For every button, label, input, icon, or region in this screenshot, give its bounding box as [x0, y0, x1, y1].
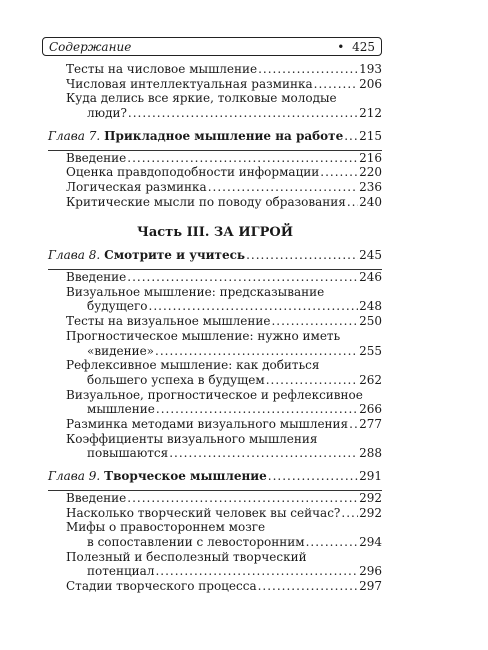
chapter-label: Глава 9.	[48, 469, 101, 484]
dot-leader	[258, 579, 358, 594]
table-of-contents	[48, 62, 382, 594]
chapter-page-number: 245	[359, 248, 382, 263]
dot-leader	[128, 106, 358, 121]
dot-leader	[208, 180, 358, 195]
toc-entry-title-line: Введение	[66, 150, 127, 165]
toc-top-entries	[48, 62, 382, 121]
dot-leader	[258, 62, 358, 77]
dot-leader	[156, 402, 358, 417]
toc-entry-page-number: 193	[359, 62, 382, 76]
chapter-9-entries	[48, 491, 382, 594]
toc-entry-title-line: повышаются	[87, 446, 169, 461]
toc-entry-page-number: 236	[359, 179, 382, 194]
toc-entry	[48, 91, 382, 120]
toc-entry	[48, 195, 382, 210]
part-title: Часть III. ЗА ИГРОЙ	[136, 225, 294, 241]
header-page-number-group	[337, 40, 375, 54]
toc-entry-page-number: 292	[359, 490, 382, 505]
header-page-number: 425	[352, 39, 375, 54]
toc-entry-page-number: 240	[359, 194, 382, 209]
toc-entry	[48, 62, 382, 77]
dot-leader	[268, 469, 358, 484]
toc-entry-page-number: 262	[359, 372, 382, 387]
toc-entry	[48, 550, 382, 579]
dot-leader	[149, 299, 359, 314]
toc-entry	[48, 491, 382, 506]
dot-leader	[314, 77, 358, 92]
toc-entry	[48, 358, 382, 387]
toc-entry-page-number: 266	[359, 402, 382, 417]
dot-leader	[341, 506, 358, 521]
dot-leader	[266, 373, 358, 388]
toc-entry	[48, 77, 382, 92]
toc-entry-title-line: в сопоставлении с левосторонним	[87, 534, 305, 549]
toc-entry-title-line: Полезный и бесполезный творческий	[66, 549, 307, 564]
toc-entry-page-number: 255	[359, 343, 382, 358]
toc-entry	[48, 579, 382, 594]
toc-entry-title-line: Тесты на визуальное мышление	[66, 314, 271, 329]
chapter-title: Прикладное мышление на работе	[104, 128, 344, 143]
toc-entry-title-line: Введение	[66, 490, 127, 505]
chapter-title: Творческое мышление	[104, 469, 267, 484]
toc-entry-title-line: Введение	[66, 270, 127, 285]
toc-entry-title-line: Насколько творческий человек вы сейчас?	[66, 505, 341, 520]
toc-entry-title-line: Стадии творческого процесса	[66, 579, 257, 594]
dot-leader	[320, 165, 358, 180]
toc-entry-page-number: 246	[359, 270, 382, 285]
toc-entry-title-line: Куда делись все яркие, толковые молодые	[66, 91, 337, 106]
toc-entry	[48, 270, 382, 285]
toc-entry	[48, 151, 382, 166]
dot-leader	[169, 446, 358, 461]
toc-entry-title-line: мышление	[87, 402, 155, 417]
toc-entry-page-number: 294	[359, 534, 382, 549]
toc-entry-page-number: 250	[359, 314, 382, 329]
dot-leader	[127, 151, 358, 166]
toc-entry-title-line: Коэффициенты визуального мышления	[66, 431, 318, 446]
chapter-7-heading	[48, 129, 382, 144]
toc-entry-title-line: Числовая интеллектуальная разминка	[66, 76, 313, 91]
dot-leader	[246, 248, 358, 263]
dot-leader	[344, 129, 358, 144]
toc-entry-page-number: 206	[359, 76, 382, 91]
dot-leader	[349, 417, 358, 432]
toc-entry	[48, 314, 382, 329]
toc-entry	[48, 329, 382, 358]
toc-entry-page-number: 216	[359, 150, 382, 165]
toc-entry-title-line: будущего	[87, 299, 148, 314]
dot-leader	[306, 535, 358, 550]
chapter-page-number: 291	[359, 469, 382, 484]
toc-entry-page-number: 292	[359, 505, 382, 520]
toc-entry-title-line: Разминка методами визуального мышления	[66, 417, 349, 432]
toc-entry-title-line: Оценка правдоподобности информации	[66, 165, 320, 180]
toc-entry	[48, 285, 382, 314]
toc-entry-title-line: Мифы о правостороннем мозге	[66, 520, 266, 535]
header-bullet: •	[337, 39, 345, 54]
toc-entry	[48, 506, 382, 521]
toc-entry-title-line: Рефлексивное мышление: как добиться	[66, 358, 320, 373]
header-section-title: Содержание	[49, 39, 132, 54]
chapter-label: Глава 8.	[48, 248, 101, 263]
toc-entry-title-line: Логическая разминка	[66, 179, 207, 194]
chapter-page-number: 215	[359, 128, 382, 143]
toc-entry-title-line: Критические мысли по поводу образования	[66, 194, 346, 209]
toc-entry-title-line: Визуальное, прогностическое и рефлексивное	[66, 387, 363, 402]
dot-leader	[271, 314, 358, 329]
toc-entry-title-line: большего успеха в будущем	[87, 372, 265, 387]
toc-entry	[48, 417, 382, 432]
toc-entry-page-number: 220	[359, 165, 382, 180]
dot-leader	[127, 270, 358, 285]
toc-entry-title-line: Визуальное мышление: предсказывание	[66, 284, 325, 299]
chapter-label: Глава 7.	[48, 128, 101, 143]
toc-entry	[48, 520, 382, 549]
toc-entry-page-number: 297	[359, 579, 382, 594]
chapter-8-heading	[48, 248, 382, 263]
toc-entry	[48, 165, 382, 180]
toc-entry-page-number: 277	[359, 417, 382, 432]
toc-entry-title-line: люди?	[87, 106, 127, 121]
toc-entry	[48, 388, 382, 417]
running-header	[42, 37, 382, 56]
toc-entry	[48, 180, 382, 195]
toc-entry-page-number: 296	[359, 564, 382, 579]
toc-entry	[48, 432, 382, 461]
toc-entry-page-number: 248	[359, 299, 382, 314]
dot-leader	[127, 491, 358, 506]
toc-entry-page-number: 288	[359, 446, 382, 461]
dot-leader	[347, 195, 358, 210]
chapter-7-entries	[48, 151, 382, 210]
toc-entry-page-number: 212	[359, 106, 382, 121]
chapter-title: Смотрите и учитесь	[104, 248, 246, 263]
dot-leader	[155, 564, 358, 579]
toc-entry-title-line: Тесты на числовое мышление	[66, 62, 258, 76]
toc-entry-title-line: «видение»	[87, 343, 155, 358]
toc-entry-title-line: потенциал	[87, 564, 155, 579]
toc-entry-title-line: Прогностическое мышление: нужно иметь	[66, 328, 341, 343]
chapter-9-heading	[48, 469, 382, 484]
dot-leader	[155, 344, 358, 359]
chapter-8-entries	[48, 270, 382, 461]
